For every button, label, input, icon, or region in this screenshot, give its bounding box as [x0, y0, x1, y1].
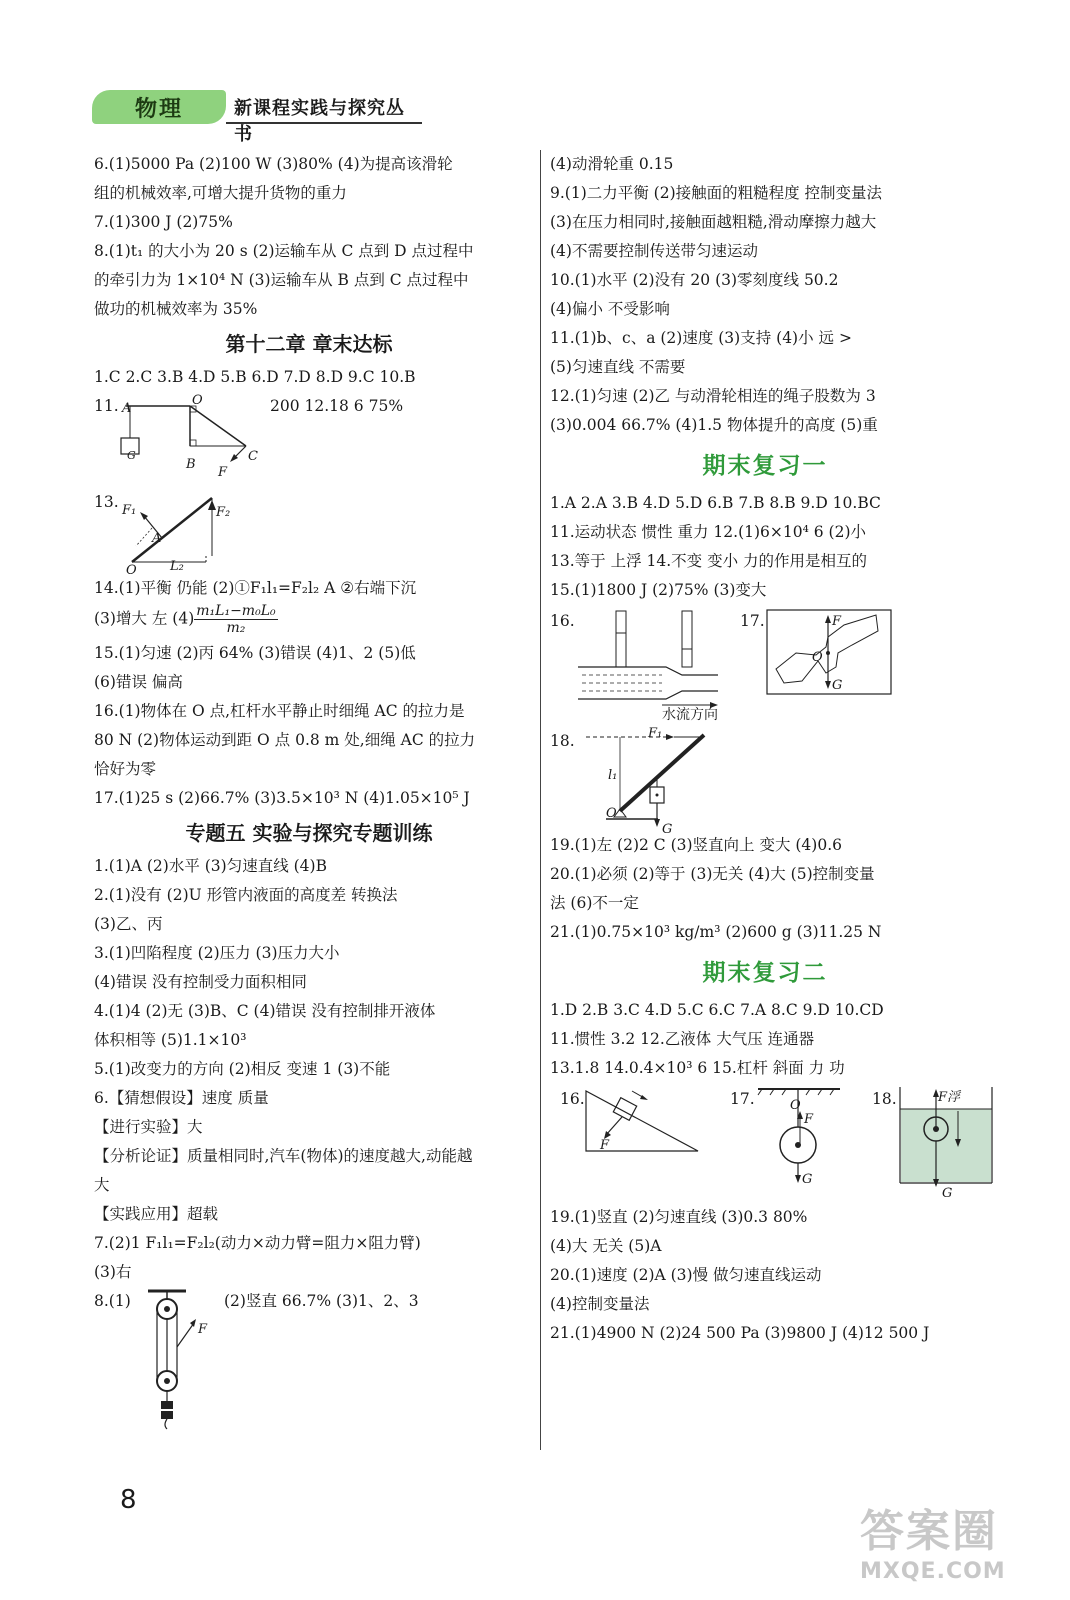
answer-line: 大 — [94, 1176, 110, 1194]
right-column — [550, 150, 980, 1348]
pipe-diagram — [578, 609, 738, 709]
q18-figure: 18. F₁ l₁ O G — [550, 727, 980, 831]
answer-line: (4)错误 没有控制受力面积相同 — [94, 973, 307, 991]
answer-line: 7.(2)1 F₁l₁=F₂l₂(动力×动力臂=阻力×阻力臂) — [94, 1234, 421, 1252]
watermark-url: MXQE.COM — [860, 1559, 1006, 1584]
section-title: 专题五 实验与探究专题训练 — [185, 821, 433, 845]
review2-figures: 16. F 17. O F G 18. F浮 G — [550, 1083, 980, 1203]
answer-line: 2.(1)没有 (2)U 形管内液面的高度差 转换法 — [94, 886, 398, 904]
answer-line: (3)增大 左 (4) $\frac{\text{m₁L₁−m₀L₀}}{\text{m₂}}$ — [94, 603, 276, 636]
answer-line: 11.惯性 3.2 12.乙液体 大气压 连通器 — [550, 1030, 815, 1048]
answer-line: 5.(1)改变力的方向 (2)相反 变速 1 (3)不能 — [94, 1060, 391, 1078]
answer-line: 【实践应用】超载 — [94, 1205, 219, 1223]
answer-line: 1.A 2.A 3.B 4.D 5.D 6.B 7.B 8.B 9.D 10.BC — [550, 494, 881, 512]
answer-line: 10.(1)水平 (2)没有 20 (3)零刻度线 50.2 — [550, 271, 839, 289]
q11-figure: 11. A O G B C F 200 12.18 6 75% — [94, 392, 524, 484]
series-title: 新课程实践与探究丛书 — [234, 98, 405, 145]
q8-figure: 8.(1) F (2)竖直 66.7% (3)1、2、3 — [94, 1287, 524, 1447]
answer-line: (4)偏小 不受影响 — [550, 300, 670, 318]
answer-line: 恰好为零 — [94, 760, 157, 778]
answer-line: 3.(1)凹陷程度 (2)压力 (3)压力大小 — [94, 944, 340, 962]
answer-line: 14.(1)平衡 仍能 (2)①F₁l₁=F₂l₂ A ②右端下沉 — [94, 579, 417, 597]
lever-diagram-q13 — [122, 486, 252, 572]
answer-line: 【进行实验】大 — [94, 1118, 203, 1136]
answer-line: (4)大 无关 (5)A — [550, 1237, 662, 1255]
answer-line: 19.(1)左 (2)2 C (3)竖直向上 变大 (4)0.6 — [550, 836, 842, 854]
answer-line: 13.等于 上浮 14.不变 变小 力的作用是相互的 — [550, 552, 868, 570]
watermark — [860, 1495, 1050, 1585]
column-divider — [540, 150, 541, 1450]
answer-line: 11.(1)b、c、a (2)速度 (3)支持 (4)小 远 > — [550, 329, 852, 347]
answer-line: (3)乙、丙 — [94, 915, 163, 933]
answer-line: 11.运动状态 惯性 重力 12.(1)6×10⁴ 6 (2)小 — [550, 523, 866, 541]
pulley-diagram — [142, 1287, 222, 1443]
answer-line: 13.1.8 14.0.4×10³ 6 15.杠杆 斜面 力 功 — [550, 1059, 845, 1077]
watermark-logo: 答案圈 — [860, 1506, 998, 1557]
q11-answers: 200 12.18 6 75% — [270, 397, 404, 415]
answer-line: 8.(1)t₁ 的大小为 20 s (2)运输车从 C 点到 D 点过程中 — [94, 242, 474, 260]
answer-line: 6.(1)5000 Pa (2)100 W (3)80% (4)为提高该滑轮 — [94, 155, 453, 173]
review-title: 期末复习一 — [702, 453, 828, 479]
q13-figure: 13. F₁ F₂ A O L₂ — [94, 484, 524, 574]
answer-line: 17.(1)25 s (2)66.7% (3)3.5×10³ N (4)1.05×10⁵ J — [94, 789, 470, 807]
bird-force-diagram — [766, 609, 892, 697]
answer-line: 1.D 2.B 3.C 4.D 5.C 6.C 7.A 8.C 9.D 10.CD — [550, 1001, 884, 1019]
answer-line: 做功的机械效率为 35% — [94, 300, 258, 318]
answer-line: (3)右 — [94, 1263, 132, 1281]
left-column — [94, 150, 524, 1447]
q8-answers: (2)竖直 66.7% (3)1、2、3 — [224, 1292, 419, 1310]
answer-line: 7.(1)300 J (2)75% — [94, 213, 233, 231]
answer-line: 的牵引力为 1×10⁴ N (3)运输车从 B 点到 C 点过程中 — [94, 271, 469, 289]
answer-line: 15.(1)匀速 (2)丙 64% (3)错误 (4)1、2 (5)低 — [94, 644, 416, 662]
answer-line: 16.(1)物体在 O 点,杠杆水平静止时细绳 AC 的拉力是 — [94, 702, 465, 720]
answer-line: 21.(1)0.75×10³ kg/m³ (2)600 g (3)11.25 N — [550, 923, 882, 941]
answer-line: 体积相等 (5)1.1×10³ — [94, 1031, 247, 1049]
water-flow-label: 水流方向 — [662, 707, 718, 723]
answer-line: 9.(1)二力平衡 (2)接触面的粗糙程度 控制变量法 — [550, 184, 883, 202]
answer-line: 15.(1)1800 J (2)75% (3)变大 — [550, 581, 767, 599]
answer-line: 1.C 2.C 3.B 4.D 5.B 6.D 7.D 8.D 9.C 10.B — [94, 368, 416, 386]
answer-line: 【分析论证】质量相同时,汽车(物体)的速度越大,动能越 — [94, 1147, 473, 1165]
answer-line: 80 N (2)物体运动到距 O 点 0.8 m 处,细绳 AC 的拉力 — [94, 731, 476, 749]
answer-line: (3)0.004 66.7% (4)1.5 物体提升的高度 (5)重 — [550, 416, 878, 434]
answer-line: 21.(1)4900 N (2)24 500 Pa (3)9800 J (4)12 500 J — [550, 1324, 930, 1342]
answer-line: (4)不需要控制传送带匀速运动 — [550, 242, 758, 260]
answer-line: 20.(1)速度 (2)A (3)慢 做匀速直线运动 — [550, 1266, 822, 1284]
answer-line: 法 (6)不一定 — [550, 894, 639, 912]
answer-line: 4.(1)4 (2)无 (3)B、C (4)错误 没有控制排开液体 — [94, 1002, 436, 1020]
header-rule — [226, 122, 422, 124]
review-title: 期末复习二 — [702, 960, 828, 986]
answer-line: (4)控制变量法 — [550, 1295, 650, 1313]
answer-line: (3)在压力相同时,接触面越粗糙,滑动摩擦力越大 — [550, 213, 877, 231]
page-number: 8 — [120, 1485, 137, 1515]
answer-line: 组的机械效率,可增大提升货物的重力 — [94, 184, 347, 202]
q16-q17-figures: 16. 水流方向 17. F O G — [550, 605, 980, 727]
answer-line: (6)错误 偏高 — [94, 673, 183, 691]
answer-line: 20.(1)必须 (2)等于 (3)无关 (4)大 (5)控制变量 — [550, 865, 875, 883]
answer-line: (5)匀速直线 不需要 — [550, 358, 686, 376]
chapter-title: 第十二章 章末达标 — [225, 332, 393, 356]
answer-line: 1.(1)A (2)水平 (3)匀速直线 (4)B — [94, 857, 327, 875]
answer-line: 12.(1)匀速 (2)乙 与动滑轮相连的绳子股数为 3 — [550, 387, 876, 405]
fraction: $\frac{\text{m₁L₁−m₀L₀}}{\text{m₂}}$ — [196, 603, 276, 636]
page-header — [92, 88, 422, 145]
subject-tab: 物理 — [92, 90, 226, 124]
answer-line: (4)动滑轮重 0.15 — [550, 155, 674, 173]
lever-diagram-q11 — [94, 392, 264, 484]
answer-line: 6.【猜想假设】速度 质量 — [94, 1089, 269, 1107]
answer-line: 19.(1)竖直 (2)匀速直线 (3)0.3 80% — [550, 1208, 808, 1226]
